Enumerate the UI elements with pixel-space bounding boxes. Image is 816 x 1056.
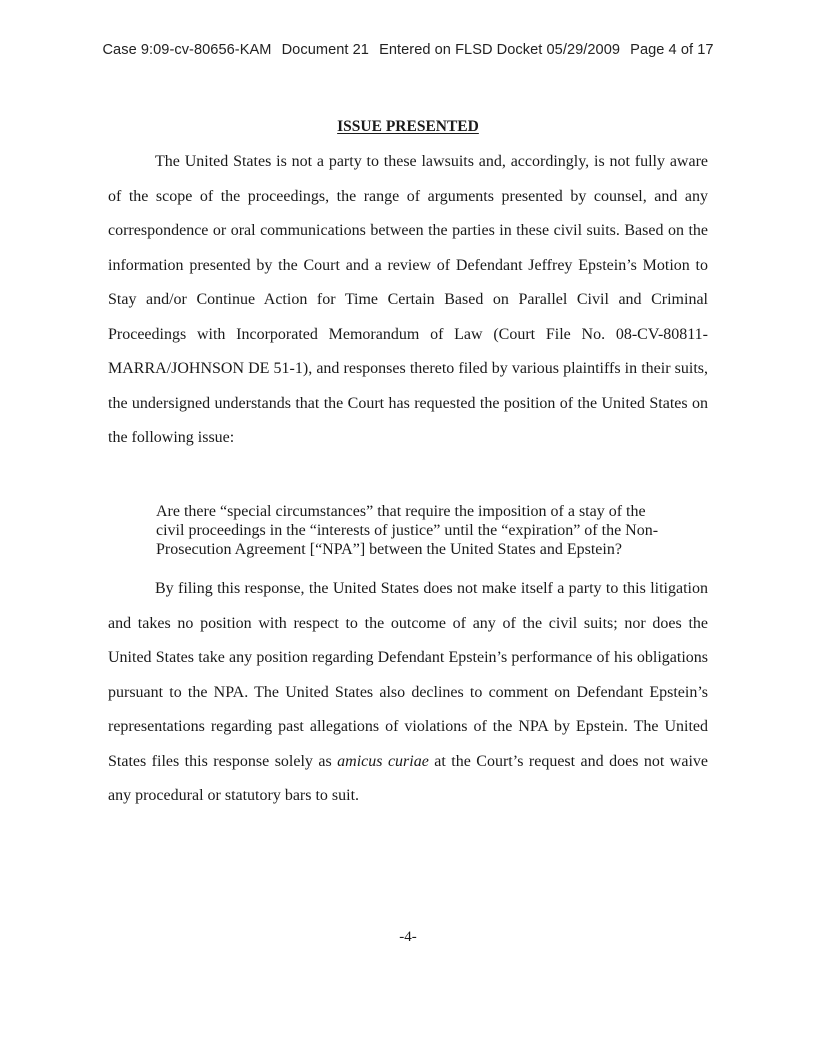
page-number: -4-	[399, 929, 417, 945]
case-number: Case 9:09-cv-80656-KAM	[102, 42, 272, 58]
paragraph-1: The United States is not a party to these lawsuits and, accordingly, is not fully aware of the scope of the proceedings, the range of arguments presented by counsel, and any correspondence or oral communications between the parties in these civil suits. Based on the information presented by the Court and a review of Defendant Jeffrey Epstein’s Motion to Stay and/or Continue Action for Time Certain Based on Parallel Civil and Criminal Proceedings with Incorporated Memorandum of Law (Court File No. 08-CV-80811-MARRA/JOHNSON DE 51-1), and responses thereto filed by various plaintiffs in their suits, the undersigned understands that the Court has requested the position of the United States on the following issue:	[108, 153, 708, 446]
section-heading: ISSUE PRESENTED	[337, 118, 479, 135]
paragraph-2	[108, 572, 708, 814]
paragraph-2-text-start: By filing this response, the United States does not make itself a party to this litigation and takes no position with respect to the outcome of any of the civil suits; nor does the United States take any position regarding Defendant Epstein’s performance of his obligations pursuant to the NPA. The United States also declines to comment on Defendant Epstein’s representations regarding past allegations of violations of the NPA by Epstein. The United States files this response solely as	[108, 580, 708, 770]
court-filing-header	[0, 42, 816, 58]
block-quote: Are there “special circumstances” that require the imposition of a stay of the civil proceedings in the “interests of justice” until the “expiration” of the Non-Prosecution Agreement [“NPA”] between the United States and Epstein?	[156, 503, 659, 558]
document-number: Document 21	[281, 42, 369, 58]
docket-entry: Entered on FLSD Docket 05/29/2009	[379, 42, 621, 58]
paragraph-2-text-end: at the Court’s request and does not waive any procedural or statutory bars to suit.	[108, 752, 709, 804]
page-count: Page 4 of 17	[630, 42, 714, 58]
amicus-curiae-italic: amicus curiae	[337, 752, 429, 770]
